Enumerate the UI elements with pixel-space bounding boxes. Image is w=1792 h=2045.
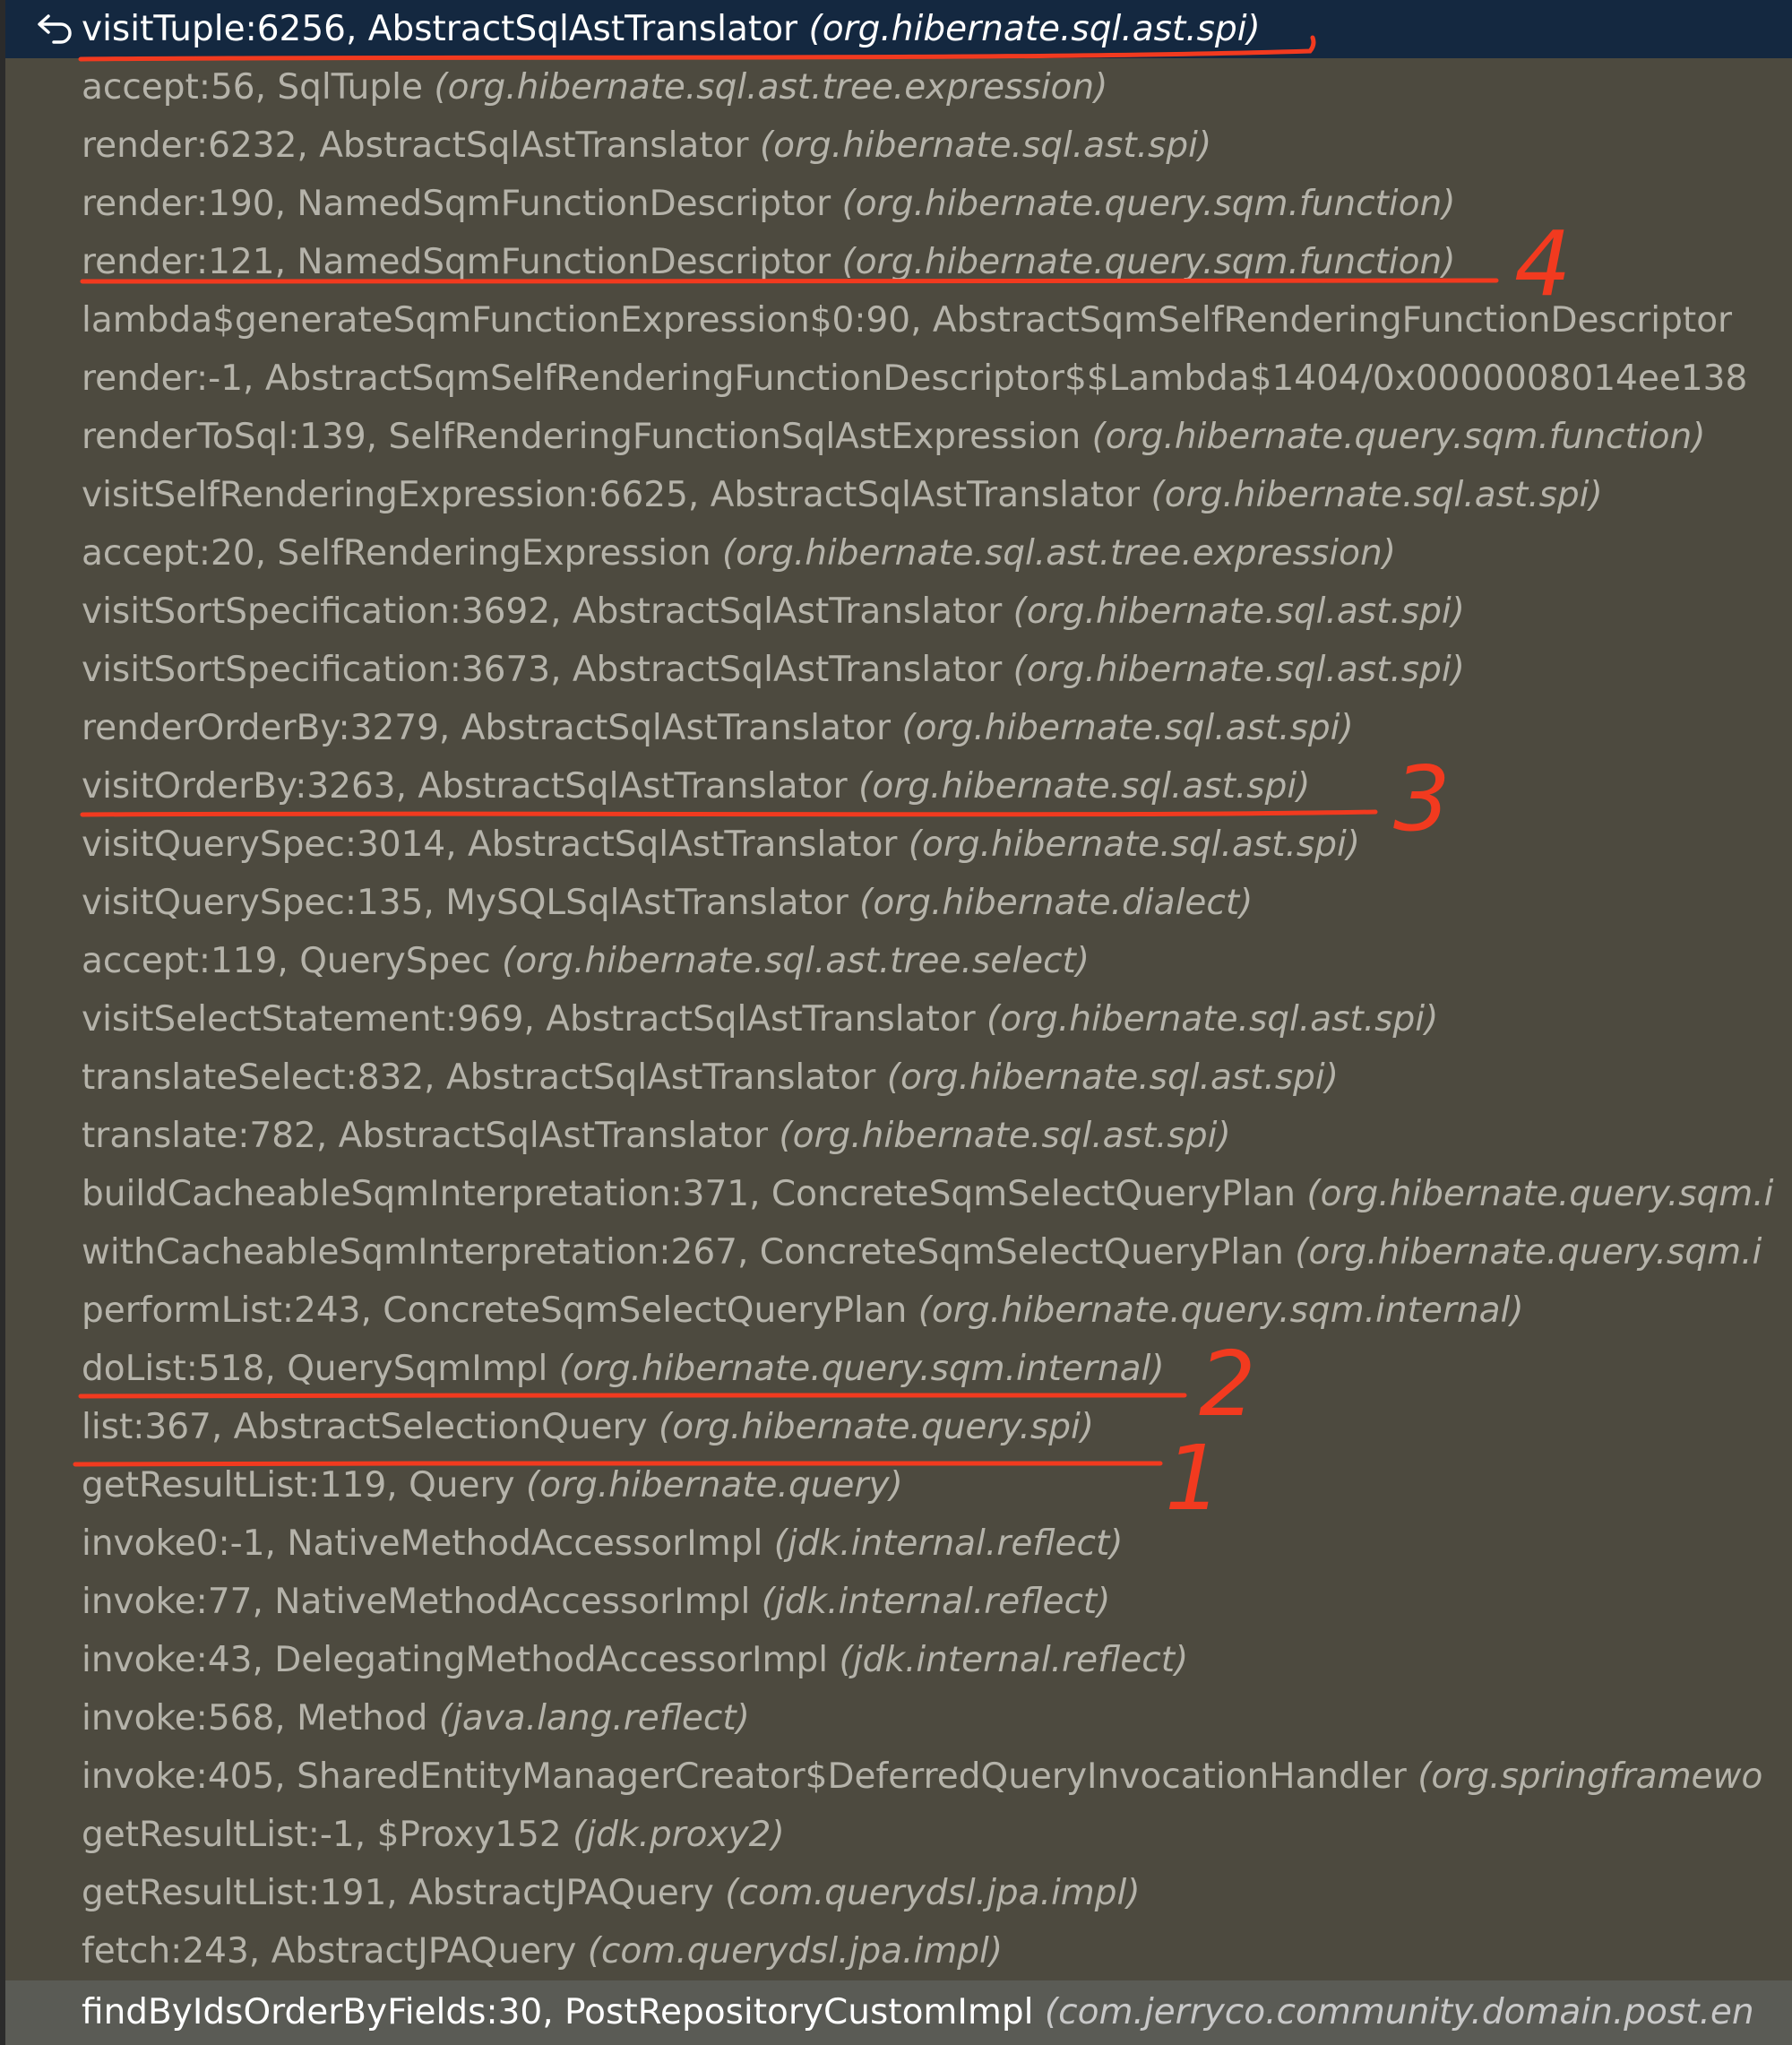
stack-frame[interactable]	[5, 1689, 1792, 1747]
frame-package: (jdk.proxy2)	[573, 1815, 785, 1855]
stack-frame[interactable]	[5, 1631, 1792, 1689]
stack-frame[interactable]	[5, 1456, 1792, 1514]
frame-class: AbstractSqmSelfRenderingFunctionDescriptor$$Lambda$1404/0x0000008014ee138	[264, 358, 1748, 399]
frame-package: (org.hibernate.sql.ast.spi)	[808, 9, 1261, 49]
frame-class: ConcreteSqmSelectQueryPlan	[771, 1174, 1296, 1214]
stack-frame[interactable]	[5, 641, 1792, 699]
frame-package: (org.hibernate.query.sqm.internal)	[918, 1290, 1524, 1331]
frame-method: renderToSql:139,	[82, 417, 378, 457]
stack-frame[interactable]	[5, 349, 1792, 408]
frame-class: QuerySpec	[299, 941, 491, 981]
stack-frame[interactable]	[5, 1398, 1792, 1456]
frame-class: QuerySqmImpl	[287, 1349, 548, 1389]
frame-package: (org.hibernate.sql.ast.spi)	[759, 125, 1212, 166]
frame-package: (jdk.internal.reflect)	[839, 1640, 1189, 1680]
frame-method: renderOrderBy:3279,	[82, 708, 451, 748]
frame-class: AbstractSqlAstTranslator	[546, 999, 976, 1040]
frame-method: invoke:568,	[82, 1698, 286, 1739]
frame-package: (org.hibernate.sql.ast.spi)	[779, 1116, 1231, 1156]
stack-frame[interactable]	[5, 1107, 1792, 1165]
frame-package: (org.hibernate.query.sqm.function)	[1091, 417, 1706, 457]
frame-package: (org.hibernate.sql.ast.tree.expression)	[721, 533, 1396, 574]
frame-class: NativeMethodAccessorImpl	[287, 1523, 763, 1564]
frame-method: accept:119,	[82, 941, 289, 981]
frame-method: buildCacheableSqmInterpretation:371,	[82, 1174, 761, 1214]
frame-method: getResultList:-1,	[82, 1815, 366, 1855]
stack-frame[interactable]	[5, 582, 1792, 641]
frame-method: render:6232,	[82, 125, 308, 166]
frame-package: (org.hibernate.query.spi)	[659, 1407, 1095, 1447]
frame-method: performList:243,	[82, 1290, 372, 1331]
stack-frame[interactable]	[5, 1223, 1792, 1281]
frame-class: AbstractSqlAstTranslator	[445, 1057, 876, 1098]
frame-method: getResultList:119,	[82, 1465, 398, 1506]
frame-class: AbstractSqlAstTranslator	[710, 475, 1141, 515]
stack-frame[interactable]	[5, 1747, 1792, 1806]
frame-class: AbstractSqlAstTranslator	[468, 824, 898, 865]
frame-class: Query	[409, 1465, 515, 1506]
frame-package: (org.hibernate.sql.ast.spi)	[1012, 650, 1465, 690]
frame-class: AbstractSqlAstTranslator	[461, 708, 892, 748]
annotation-number-4: 4	[1514, 211, 1572, 316]
frame-method: visitQuerySpec:3014,	[82, 824, 457, 865]
frame-package: (org.hibernate.sql.ast.spi)	[1012, 591, 1465, 632]
frame-class: AbstractJPAQuery	[271, 1931, 577, 1972]
stack-frame[interactable]	[5, 874, 1792, 932]
frame-package: (org.hibernate.sql.ast.spi)	[908, 824, 1361, 865]
frame-method: accept:20,	[82, 533, 266, 574]
frame-package: (org.hibernate.query.sqm.function)	[841, 242, 1456, 282]
frame-method: render:121,	[82, 242, 286, 282]
frame-package: (java.lang.reflect)	[438, 1698, 750, 1739]
stack-frame[interactable]	[5, 1281, 1792, 1340]
annotation-number-3: 3	[1393, 746, 1451, 851]
frame-method: visitTuple:6256,	[82, 9, 358, 49]
stack-frame[interactable]	[5, 1806, 1792, 1864]
frame-class: AbstractJPAQuery	[409, 1873, 714, 1913]
frame-method: invoke:43,	[82, 1640, 263, 1680]
frame-method: render:190,	[82, 184, 286, 224]
frame-package: (org.hibernate.sql.ast.tree.select)	[502, 941, 1090, 981]
frame-class: AbstractSqlAstTranslator	[338, 1116, 769, 1156]
stack-frame[interactable]	[5, 815, 1792, 874]
frame-class: MySQLSqlAstTranslator	[445, 883, 849, 923]
stack-frame[interactable]	[5, 1573, 1792, 1631]
frame-class: AbstractSqlAstTranslator	[572, 591, 1003, 632]
frame-method: invoke0:-1,	[82, 1523, 276, 1564]
stack-frame[interactable]	[5, 932, 1792, 990]
frame-class: SqlTuple	[277, 67, 423, 108]
stack-frame-current[interactable]	[5, 0, 1792, 58]
frame-class: DelegatingMethodAccessorImpl	[274, 1640, 829, 1680]
frame-package: (jdk.internal.reflect)	[773, 1523, 1124, 1564]
frame-method: getResultList:191,	[82, 1873, 398, 1913]
stack-frame[interactable]	[5, 466, 1792, 524]
frame-class: AbstractSelectionQuery	[233, 1407, 648, 1447]
stack-frame[interactable]	[5, 1048, 1792, 1107]
frame-package: (org.hibernate.sql.ast.spi)	[901, 708, 1354, 748]
frame-package: (org.hibernate.query)	[526, 1465, 903, 1506]
stack-frame[interactable]	[5, 1922, 1792, 1980]
frame-package: (org.hibernate.sql.ast.spi)	[886, 1057, 1339, 1098]
frame-package: (org.hibernate.sql.ast.spi)	[858, 766, 1311, 807]
frame-class: AbstractSqlAstTranslator	[572, 650, 1003, 690]
frame-method: findByIdsOrderByFields:30,	[82, 1992, 554, 2032]
frame-method: accept:56,	[82, 67, 266, 108]
stack-frame[interactable]	[5, 990, 1792, 1048]
frame-package: (org.springframewo	[1417, 1756, 1763, 1797]
stack-frame[interactable]	[5, 116, 1792, 175]
frame-method: visitQuerySpec:135,	[82, 883, 435, 923]
frame-package: (com.querydsl.jpa.impl)	[725, 1873, 1141, 1913]
frame-class: AbstractSqlAstTranslator	[319, 125, 749, 166]
annotation-number-2: 2	[1199, 1332, 1256, 1437]
annotation-number-1: 1	[1165, 1426, 1222, 1531]
frame-package: (org.hibernate.query.sqm.function)	[841, 184, 1456, 224]
frame-package: (org.hibernate.query.sqm.i	[1306, 1174, 1774, 1214]
frame-package: (org.hibernate.sql.ast.spi)	[986, 999, 1439, 1040]
frame-method: invoke:405,	[82, 1756, 286, 1797]
frame-method: visitSelfRenderingExpression:6625,	[82, 475, 700, 515]
frame-method: list:367,	[82, 1407, 223, 1447]
frame-package: (org.hibernate.sql.ast.tree.expression)	[434, 67, 1108, 108]
stack-frame[interactable]	[5, 58, 1792, 116]
frame-class: SelfRenderingExpression	[277, 533, 711, 574]
frame-method: visitSortSpecification:3692,	[82, 591, 562, 632]
frame-method: visitSelectStatement:969,	[82, 999, 535, 1040]
stack-frame[interactable]	[5, 757, 1792, 815]
frame-method: translateSelect:832,	[82, 1057, 435, 1098]
frame-package: (com.querydsl.jpa.impl)	[587, 1931, 1004, 1972]
frame-package: (org.hibernate.sql.ast.spi)	[1150, 475, 1603, 515]
stack-frame[interactable]	[5, 524, 1792, 582]
stack-frame[interactable]	[5, 1340, 1792, 1398]
stack-frame-selected[interactable]	[5, 1980, 1792, 2045]
frame-class: AbstractSqlAstTranslator	[418, 766, 848, 807]
frame-package: (org.hibernate.query.sqm.internal)	[558, 1349, 1165, 1389]
frame-class: $Proxy152	[376, 1815, 562, 1855]
frame-method: translate:782,	[82, 1116, 328, 1156]
frame-class: ConcreteSqmSelectQueryPlan	[383, 1290, 908, 1331]
frame-method: fetch:243,	[82, 1931, 261, 1972]
frame-class: AbstractSqlAstTranslator	[367, 9, 798, 49]
frame-class: AbstractSqmSelfRenderingFunctionDescriptor	[932, 300, 1733, 341]
stack-frame[interactable]	[5, 1165, 1792, 1223]
frame-package: (jdk.internal.reflect)	[761, 1582, 1111, 1622]
frame-class: SharedEntityManagerCreator$DeferredQueryInvocationHandler	[297, 1756, 1407, 1797]
frame-method: visitOrderBy:3263,	[82, 766, 407, 807]
frame-package: (org.hibernate.dialect)	[859, 883, 1254, 923]
frame-class: PostRepositoryCustomImpl	[564, 1992, 1034, 2032]
frame-class: NativeMethodAccessorImpl	[274, 1582, 751, 1622]
frame-method: invoke:77,	[82, 1582, 263, 1622]
frame-class: Method	[297, 1698, 428, 1739]
stack-frame[interactable]	[5, 1864, 1792, 1922]
step-back-icon	[36, 13, 75, 45]
frame-package: (org.hibernate.query.sqm.i	[1295, 1232, 1762, 1273]
stack-frame[interactable]	[5, 1514, 1792, 1573]
frame-class: NamedSqmFunctionDescriptor	[297, 184, 831, 224]
stack-frame[interactable]	[5, 699, 1792, 757]
frame-class: ConcreteSqmSelectQueryPlan	[759, 1232, 1284, 1273]
frame-method: doList:518,	[82, 1349, 276, 1389]
frame-package: (com.jerryco.community.domain.post.en	[1044, 1992, 1754, 2032]
frame-method: render:-1,	[82, 358, 254, 399]
frame-method: withCacheableSqmInterpretation:267,	[82, 1232, 749, 1273]
stack-frame[interactable]	[5, 408, 1792, 466]
frame-class: NamedSqmFunctionDescriptor	[297, 242, 831, 282]
frame-method: lambda$generateSqmFunctionExpression$0:90,	[82, 300, 922, 341]
frame-class: SelfRenderingFunctionSqlAstExpression	[388, 417, 1081, 457]
frame-method: visitSortSpecification:3673,	[82, 650, 562, 690]
